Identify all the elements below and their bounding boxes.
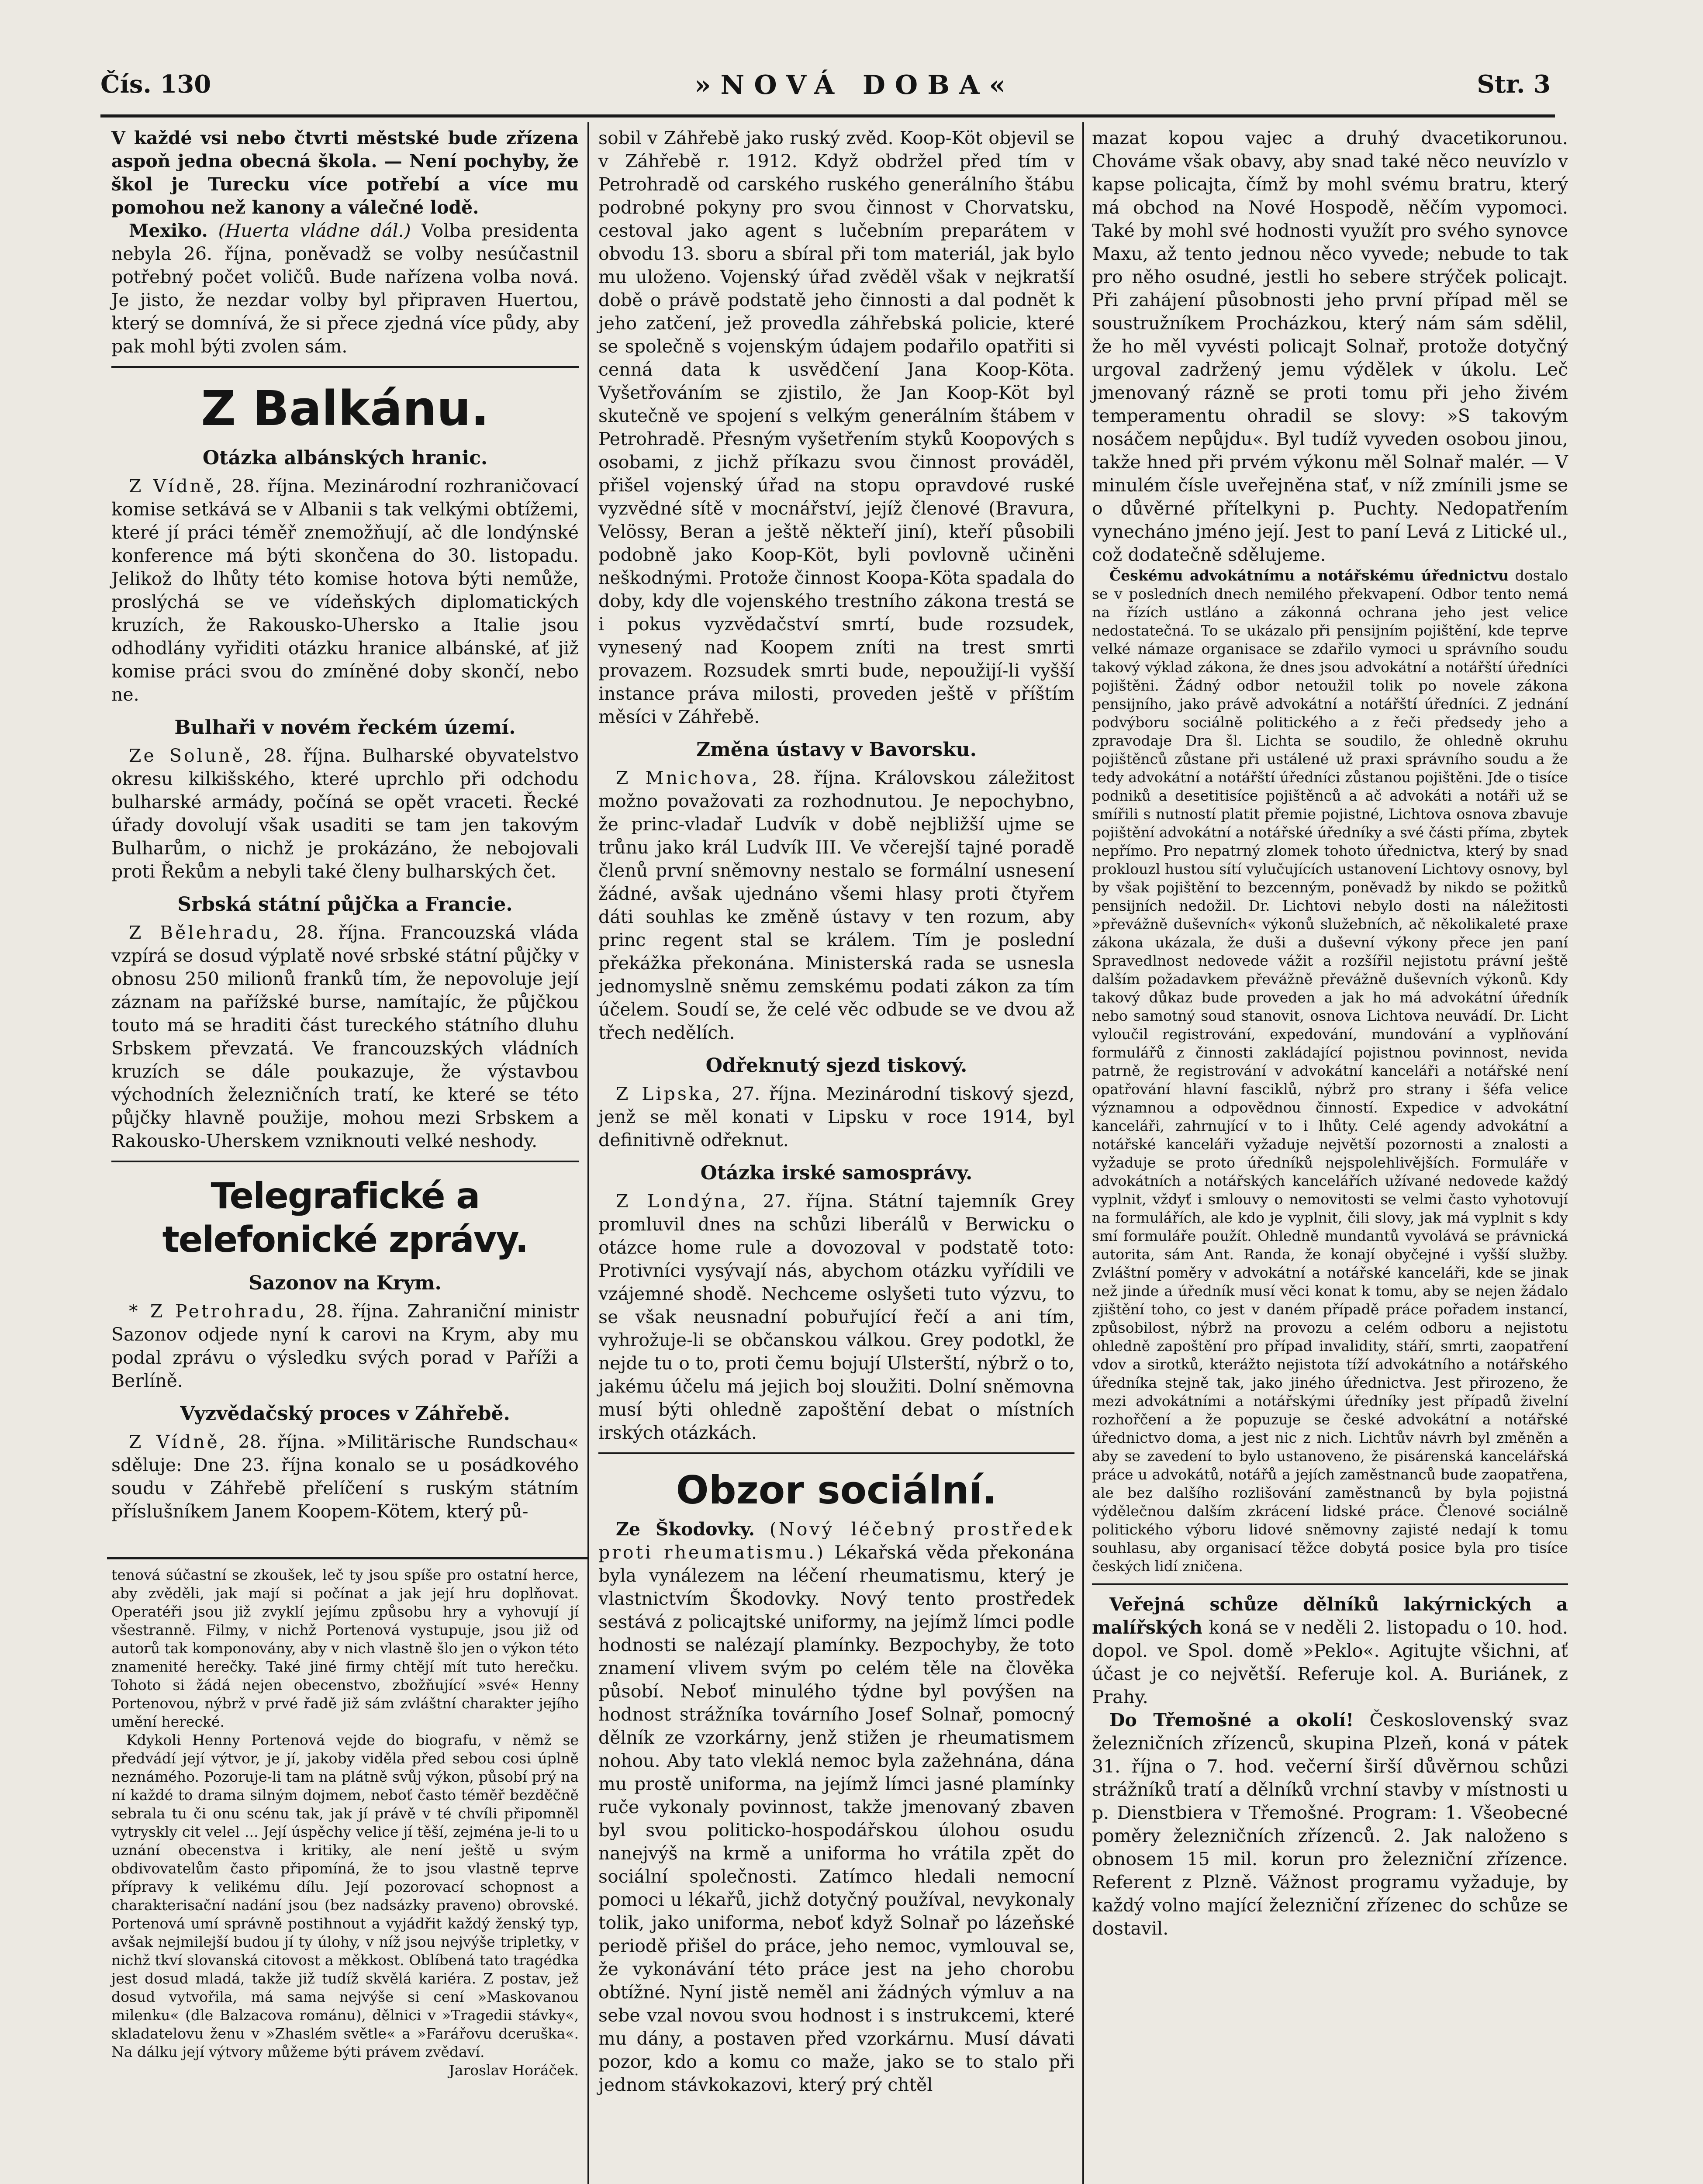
feuilleton-rule [107, 1557, 587, 1559]
bavaria-headline: Změna ústavy v Bavorsku. [696, 739, 977, 761]
ireland-dateline: Z Londýna, [616, 1191, 749, 1212]
skodovka-continued: mazat kopou vajec a druhý dvacetikorunou. Chováme však obavy, aby snad také něco neuvízlo v kapse policajta, čímž by mohl svému bratru, který má obchod na Nové Hospodě, něčím vypomoci. Také by mohl své hodnosti využít pro svého synovce Maxu, až tento jednou něco vyvede; nebude to tak pro něho osudné, jestli ho sebere strýček policajt. Při zahájení působnosti jeho první případ měl se soustružníkem Procházkou, který nám sám sdělil, že ho měl vyvésti policajt Solnař, protože dotyčný urgoval zadržený jemu výdělek v úkolu. Leč jmenovaný rázně se proti tomu při jeho živém temperamentu ohradil se slovy: »S takovým nosáčem nepůjdu«. Byl tudíž vyveden osobou jinou, takže hned při prvém výkonu měl Solnař malér. — V minulém čísle uveřejněna stať, v níž zmínili jsme se o důvěrné přítelkyni p. Puchty. Nedopatřením vynecháno jméno její. Jest to paní Levá z Litické ul., což dodatečně sdělujeme. [1092, 128, 1568, 565]
sazonov-headline: Sazonov na Krym. [249, 1272, 442, 1294]
social-section-title: Obzor sociální. [676, 1468, 997, 1513]
section-rule [1092, 1583, 1568, 1585]
feuilleton-text-1: tenová súčastní se zkoušek, leč ty jsou spíše pro ostatní herce, aby zvěděli, jak mají si počínat a jak její hru doplňovat. Operatéři jsou již zvyklí jejímu způsobu hry a vyhovují jí všestranně. Filmy, v nichž Portenová vystupuje, jsou již od autorů tak komponovány, aby v nich vlastně šlo jen o výkon této znamenité herečky. Také jiné firmy chtějí mít tuto herečku. Tohoto si žádá nejen obecenstvo, zbožňující »své« Henny Portenovou, nýbrž v prvé řadě již sám zvláštní charakter jejího umění herecké. [111, 1566, 579, 1730]
painters-meeting-headline: Veřejná schůze dělníků lakýrnických a malířských [1092, 1594, 1568, 1638]
spy-trial-dateline: Z Vídně, [129, 1431, 228, 1452]
turkey-schools-paragraph: V každé vsi nebo čtvrti městské bude zřízena aspoň jedna obecná škola. — Není pochyby, že škol je Turecku více potřebí a více mu pomohou než kanony a válečné lodě. [111, 128, 579, 218]
mexiko-text: Volba presidenta nebyla 26. října, poněvadž se volby nesúčastnil potřebný počet voličů. Bude nařízena volba nová. Je jisto, že nezdar volby byl připraven Huertou, který se domnívá, že si přece zjedná více půdy, aby pak mohl býti zvolen sám. [111, 220, 579, 357]
feuilleton-text-2: Kdykoli Henny Portenová vejde do biografu, v němž se předvádí její výtvor, je jí, jakoby viděla před sebou cosi úplně neznámého. Pozoruje-li tam na plátně svůj výkon, působí prý na ní každé to drama silným dojmem, neboť často téměř bezděčně sebrala tu či onu scénu tak, jak jí právě v té chvíli připomněl vytryskly cit velel ... Její úspěchy velice jí těší, zejména je-li to u uznání obecenstva i kritiky, ale není ještě u svým obdivovatelům často připomíná, že to jsou vlastně teprve přípravy k velikému dílu. Její pozorovací schopnost a charakterisační nadání jsou (bez nadsázky praveno) obrovské. Portenová umí správně postihnout a vyjádřit každý ženský typ, avšak nejmilejší budou jí ty úlohy, v níž jsou nejvýše tripletky, v nichž tkví slovanská citovost a měkkost. Oblíbená tato tragédka jest dosud mladá, takže již tudíž skvělá kariéra. Z postav, jež dosud vytvořila, má sama nejvýše si cení »Maskovanou milenku« (dle Balzacova románu), dělnici v »Tragedii stávky«, skladatelovu ženu v »Zhaslém světle« a »Farářovu dceruška«. Na dálku její výtvory můžeme býti právem zvědaví. [111, 1731, 579, 2060]
albania-dateline: Z Vídně, [129, 476, 225, 497]
telegraph-section-title: Telegrafické a telefonické zprávy. [162, 1175, 528, 1261]
lawyers-text: dostalo se v posledních dnech nemilého překvapení. Odbor tento nemá na řízích ustláno a zákonná ochrana jeho jest velice nedostatečná. To se ukázalo při pensijním pojištění, kde teprve velké námaze organisace se zdařilo vymoci u správního soudu takový výklad zákona, že dnes jsou advokátní a notářští úředníci pojištěni. Žádný odbor netoužil tolik po novele zákona pensijního, jako právě advokátní a notářští úředníci. Z jednání podvýboru sociálně politického a z řeči předsedy jeho a zpravodaje Dra šl. Lichta se soudilo, že ohledně okruhu pojištěnců zůstane při ustálené už praxi správního soudu a že tedy advokátní a notářští úředníci zůstanou pojištěni. Jde o tisíce podniků a desetitisíce pojištěnců a ač advokáti a notáři už se smířili s nutností platit přemie pojistné, Lichtova osnova zbavuje pojištění advokátní a notářské úředníky a své části příma, zbytek nepřímo. Pro nepatrný zlomek tohoto úřednictva, který by snad proklouzl hustou sítí vylučujících ustanovení Lichtovy osnovy, byl by však pojištění to bezcenným, poněvadž by nikdo se požitků pensijních nedožil. Dr. Lichtovi nebylo dosti na náležitosti »převážně duševních« výkonů služebních, ač několikaleté praxe zákona ukázala, že duši a duševní výkony přece jen paní Spravedlnost nedovede vážit a rozšířil nejistotu právní ještě dalším požadavkem převážně převážně duševních výkonů. Kdy takový důkaz bude proveden a jak ho má advokátní úředník nebo samotný soud stanovit, osnova Lichtova neuvádí. Dr. Licht vyloučil registrování, expedování, mundování a vyplňování formulářů z činnosti zakládající pojistnou povinnost, nevida patrně, že registrování v advokátní kanceláři a notářské není opatřování hlavní fasciklů, nýbrž pro strany i šéfa velice významnou a odpovědnou činností. Expedice v advokátní kanceláři, zahrnující v to i lhůty. Celé agendy advokátní a notářské kanceláři vyžaduje největší pozornosti a znalosti a vyžaduje se proto úředníků nejspolehlivějších. Formuláře v advokátních a notářských kancelářích užívané nedovede každý vyplnit, vždyť i smlouvy o nemovitosti se velmi často vyhotovují na formulářích, ale kdo je vyplnit, čili slovy, jak má vyplnit s kdy smí formuláře použít. Ohledně mundantů vyvolává se právnická autorita, sám Ant. Randa, že konají obyčejné i vyšší služby. Zvláštní poměry v advokátní a notářské kanceláři, kde se jinak než jinde a úředník musí věci konat k tomu, aby se nejen žádalo zjištění toho, co jest v daném případě práce pořadem instancí, způsobilost, nýbrž na provozu a celém odboru a nejistotu ohledně zapoštění pro případ invalidity, stáří, smrti, zaopatření vdov a sirotků, kterážto nejistota tíží advokátního a notářského úředníka stejně tak, jako jiného úřednictva. Jest přirozeno, že mezi advokátními a notářskými úředníky jest případů živelní rozhořčení a že popuzuje se české advokátní a notářské úřednictvo doma, a jest nic z nich. Lichtův návrh byl změněn a aby se zavedení to bylo ustanoveno, že pisárenská kancelářská práce u advokátů, notářů a jejích zaměstnanců bude zaopatřena, ale bez dalšího rozlišování zaměstnanců by byla pojistná výdělečnou dalším zkrácení lidské práce. Členové sociálně politického výboru lidové sněmovny zajisté nedají k tomu souhlasu, aby organisací těžce dobytá posice byla pro tisíce českých lidí zničena. [1092, 567, 1568, 1575]
mexiko-lead: Mexiko. [129, 220, 208, 241]
painters-meeting-text: koná se v neděli 2. listopadu o 10. hod. dopol. ve Spol. domě »Peklo«. Agitujte všichni, ať účast je co největší. Referuje kol. A. Buriánek, z Prahy. [1092, 1617, 1568, 1707]
lawyers-lead: Českému advokátnímu a notářskému úřednictvu [1109, 567, 1509, 584]
column-1 [111, 127, 579, 1523]
spy-trial-continued: sobil v Záhřebě jako ruský zvěd. Koop-Köt objevil se v Záhřebě r. 1912. Když obdržel před tím v Petrohradě od carského ruského generálního štábu podrobné pokyny pro svou činnost v Chorvatsku, cestoval jako agent s lučebním preparátem v obvodu 13. sboru a sbíral při tom materiál, jak bylo mu uloženo. Vojenský úřad zvěděl však v nejkratší době o právě podstatě jeho činnosti a dal podnět k jeho zatčení, jež provedla záhřebská policie, které se společně s vojenským údajem podařilo opatřiti si cenná data k usvědčení Jana Koop-Köta. Vyšetřováním se zjistilo, že Jan Koop-Köt byl skutečně ve spojení s velkým generálním štábem v Petrohradě. Přesným vyšetřením styků Koopových s osobami, z jichž příkazu svou činnost prováděl, přišel vojenský úřad na stopu opravdové ruské vyzvědné sítě v mocnářství, jejíž členové (Bravura, Velössy, Beran a ještě někteří jiní), kteří působili podobně jako Koop-Köt, byli povlovně učiněni neškodnými. Protože činnost Koopa-Köta spadala do doby, kdy dle vojenského trestního zákona trestá se i pokus vyzvědačství smrtí, bude rozsudek, vynesený nad Koopem zníti na trest smrti provazem. Rozsudek smrti bude, nepoužijí-li vyšší instance práva milosti, proveden ještě v příštím měsíci v Záhřebě. [598, 128, 1074, 727]
spy-trial-text: 28. října. »Militärische Rundschau« sděluje: Dne 23. října konalo se u posádkového soudu v Záhřebě přelíčení s ruským státním příslušníkem Janem Koopem-Kötem, který pů- [111, 1431, 579, 1522]
newspaper-title: »NOVÁ DOBA« [694, 70, 1015, 100]
serbian-loan-headline: Srbská státní půjčka a Francie. [177, 893, 513, 916]
header-rule [100, 114, 1555, 117]
column-2 [598, 127, 1074, 2097]
tremosna-headline: Do Třemošné a okolí! [1109, 1710, 1354, 1731]
serbian-loan-dateline: Z Bělehradu, [129, 922, 281, 943]
ireland-text: 27. října. Státní tajemník Grey promluvil dnes na schůzi liberálů v Berwicku o otázce home rule a dovozoval v podstatě toto: Protivníci vysývají nás, abychom otázku vyřídili ve vzájemné shodě. Nechceme oslyšeti tuto výzvu, to se však neusnadní pobuřující řečí a ani tím, vyhrožuje-li se občanskou válkou. Grey podotkl, že nejde tu o to, proti čemu bojují Ulsterští, nýbrž o to, jakému účelu má jejich boj sloužiti. Dolní sněmovna musí býti ohledně zapoštění debat o místních irských otázkách. [598, 1191, 1074, 1443]
tremosna-text: Československý svaz železničních zřízenců, skupina Plzeň, koná v pátek 31. října o 7. hod. večerní širší důvěrnou schůzi strážníků tratí a dělníků vrchní stavby v místnosti u p. Dienstbiera v Třemošné. Program: 1. Všeobecné poměry železničních zřízenců. 2. Jak naloženo s obnosem 15 mil. korun pro železniční zřízence. Referent z Plzně. Vážnost programu vyžaduje, by každý volno mající železniční zřízenec do schůze se dostavil. [1092, 1710, 1568, 1939]
skodovka-lead: Ze Škodovky. [616, 1519, 755, 1540]
balkan-section-title: Z Balkánu. [201, 380, 489, 436]
bavaria-text: 28. října. Královskou záležitost možno považovati za rozhodnutou. Je nepochybno, že princ-vladař Ludvík v době nejbližší ujme se trůnu jako král Ludvík III. Ve včerejší tajné poradě členů první sněmovny nestalo se formální usnesení žádné, avšak ujednáno všemi hlasy proti čtyřem dáti souhlas ke změně ústavy v ten rozum, aby princ regent stal se králem. Tím je poslední překážka překonána. Ministerská rada se usnesla jednomyslně sněmu zemskému podati zákon za tím účelem. Soudí se, že celé věc odbude se ve dvou až třech nedělích. [598, 767, 1074, 1043]
bulgarians-headline: Bulhaři v novém řeckém území. [174, 716, 516, 739]
column-divider [587, 122, 589, 2184]
bulgarians-dateline: Ze Soluně, [129, 745, 253, 766]
page-number: Str. 3 [1477, 70, 1551, 99]
spy-trial-headline: Vyzvědačský proces v Záhřebě. [180, 1403, 510, 1425]
leipzig-dateline: Z Lipska, [616, 1083, 723, 1104]
column-divider [1082, 122, 1084, 2184]
feuilleton [111, 1566, 579, 2080]
feuilleton-signature: Jaroslav Horáček. [449, 2062, 579, 2079]
section-rule [111, 366, 579, 368]
bavaria-dateline: Z Mnichova, [616, 767, 760, 788]
bulgarians-text: 28. října. Bulharské obyvatelstvo okresu kilkišského, které uprchlo při odchodu bulharské armády, počíná se opět vraceti. Řecké úřady dovolují však usaditi se tam jen takovým Bulharům, o nichž je prokázáno, že nebojovali proti Řekům a nebyli také členy bulharských čet. [111, 745, 579, 882]
issue-number: Čís. 130 [100, 70, 211, 99]
masthead [100, 70, 1551, 109]
albania-headline: Otázka albánských hranic. [202, 447, 488, 469]
section-rule [111, 1161, 579, 1162]
leipzig-text: 27. října. Mezinárodní tiskový sjezd, jenž se měl konati v Lipsku v roce 1914, byl definitivně odřeknut. [598, 1083, 1074, 1151]
sazonov-dateline: * Z Petrohradu, [129, 1301, 307, 1322]
albania-text: 28. října. Mezinárodní rozhraničovací komise setkává se v Albanii s tak velkými obtížemi, které jí práci téměř znemožňují, ač dle londýnské konference má býti skončena do 30. listopadu. Jelikož do lhůty této komise hotova býti nemůže, proslýchá se ve vídeňských diplomatických kruzích, že Rakousko-Uhersko a Italie jsou odhodlány vyřiditi otázku hranice albánské, ať již komise práci svou do zmíněné doby skončí, nebo ne. [111, 476, 579, 705]
skodovka-text: Lékařská věda překonána byla vynálezem na léčení rheumatismu, který je vlastnictvím Škodovky. Nový tento prostředek sestává z policajtské uniformy, na jejímž límci podle hodnosti se nalézají plamínky. Bezpochyby, že toto znamení vlivem svým po celém těle na člověka působí. Neboť minulého týdne byl povýšen na hodnost strážníka továrního Josef Solnař, pomocný dělník ze vzorkárny, jenž stižen je rheumatismem nohou. Aby tato vleklá nemoc byla zažehnána, dána mu prostě uniforma, na jejímž límci jasné plamínky ruče vykonaly povinnost, takže jmenovaný zbaven byl svou politicko-hospodářskou úlohou osudu nanejvýš na krmě a uniforma ho vrátila zpět do sociální společnosti. Zatímco hledali nemocní pomoci u lékařů, jichž dotyčný používal, nevykonaly tolik, jako uniforma, neboť když Solnař po lázeňské periodě přišel do práce, jeho nemoc, vymlouval se, že vykonávání této práce jest na jeho chorobu obtížné. Nyní jistě neměl ani žádných výmluv a na sebe vzal novou svou hodnost i s instrukcemi, které mu dány, a postaven před vzorkárnu. Musí dávati pozor, kdo a komu co maže, jako se to stalo při jednom stávkokazovi, který prý chtěl [598, 1542, 1074, 2095]
sazonov-text: 28. října. Zahraniční ministr Sazonov odjede nyní k carovi na Krym, aby mu podal zprávu o výsledku svých porad v Paříži a Berlíně. [111, 1301, 579, 1391]
serbian-loan-text: 28. října. Francouzská vláda vzpírá se dosud výplatě nové srbské státní půjčky v obnosu 250 milionů franků tím, že nepovoluje její záznam na pařížské burse, namítajíc, že půjčkou touto má se hraditi část tureckého státního dluhu Srbskem převzatá. Ve francouzských vládních kruzích se dále poukazuje, že výstavbou východních železničních tratí, ke které se této půjčky hlavně použije, mohou mezi Srbskem a Rakousko-Uherskem vzniknouti velké neshody. [111, 922, 579, 1151]
section-rule [598, 1452, 1074, 1454]
mexiko-sub: (Huerta vládne dál.) [218, 220, 411, 241]
column-3 [1092, 127, 1568, 1940]
leipzig-headline: Odřeknutý sjezd tiskový. [705, 1054, 967, 1077]
ireland-headline: Otázka irské samosprávy. [700, 1162, 973, 1184]
skodovka-sub: (Nový léčebný prostředek proti rheumatismu.) [598, 1519, 1074, 1563]
